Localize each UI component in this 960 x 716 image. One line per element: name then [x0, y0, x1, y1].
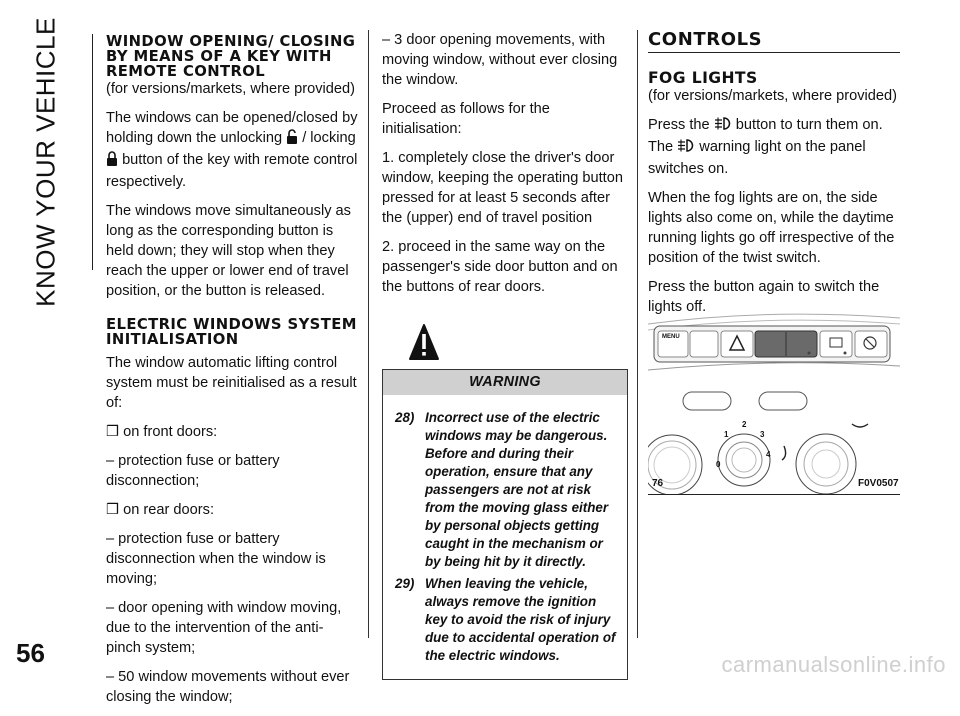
side-title-rule: [92, 34, 93, 270]
heading-fog-lights: FOG LIGHTS: [648, 69, 758, 87]
warning-item: [395, 575, 617, 665]
paragraph-key-remote: [106, 108, 358, 192]
paragraph-key-remote-b: / locking: [302, 130, 356, 146]
paragraph-press-button-a: Press the: [648, 117, 710, 133]
dash-front-fuse: – protection fuse or battery disconnection;: [106, 453, 280, 489]
side-title-text: KNOW YOUR VEHICLE: [30, 17, 61, 307]
paragraph-side-lights: When the fog lights are on, the side lights also come on, while the daytime running lights go off irrespective of the position of the twist switch.: [648, 190, 895, 266]
step-2: 2. proceed in the same way on the passenger's side door button and on the buttons of rear doors.: [382, 239, 618, 295]
menu-button-label: MENU: [662, 334, 680, 340]
page-number: 56: [16, 638, 45, 668]
column-1: [106, 30, 358, 716]
dial-number: 1: [724, 430, 729, 439]
paragraph-reinitialise: The window automatic lifting control system must be reinitialised as a result of:: [106, 355, 357, 411]
fog-light-icon: [714, 116, 732, 137]
warning-triangle-icon: [408, 323, 440, 361]
dial-number: 4: [766, 450, 771, 459]
lock-icon: [106, 151, 118, 172]
dial-number: 2: [742, 420, 747, 429]
step-1: 1. completely close the driver's door window, keeping the operating button pressed for at least 5 seconds after the (upper) end of travel position: [382, 150, 623, 226]
paragraph-switch-off: Press the button again to switch the lights off.: [648, 279, 880, 315]
paragraph-simultaneous: The windows move simultaneously as long as the corresponding button is held down; they will stop when they reach the upper or lower end of travel position, or the button is released.: [106, 203, 351, 299]
dash-3-openings: – 3 door opening movements, with moving window, without ever closing the window.: [382, 32, 618, 88]
heading-window-opening: WINDOW OPENING/ CLOSING BY MEANS OF A KEY WITH REMOTE CONTROL: [106, 33, 356, 80]
paragraph-press-button: [648, 115, 900, 179]
dash-50-movements: – 50 window movements without ever closing the window;: [106, 669, 350, 705]
paragraph-key-remote-a: The windows can be opened/closed by holding down the unlocking: [106, 110, 358, 146]
dash-rear-fuse: – protection fuse or battery disconnection when the window is moving;: [106, 531, 326, 587]
paragraph-press-button-b: button to turn them on. The: [648, 117, 883, 155]
bullet-front-doors: ❒ on front doors:: [106, 424, 218, 440]
unlock-icon: [286, 129, 298, 150]
warning-item-number: 29): [395, 576, 415, 591]
warning-box: [382, 369, 628, 680]
warning-item-number: 28): [395, 410, 415, 425]
column-divider-2: [637, 30, 638, 638]
heading-initialisation: ELECTRIC WINDOWS SYSTEM INITIALISATION: [106, 316, 357, 348]
watermark: carmanualsonline.info: [721, 652, 946, 677]
column-3: [648, 30, 900, 326]
availability-note: (for versions/markets, where provided): [106, 81, 355, 97]
figure-dashboard-panel: [648, 300, 900, 495]
column-divider-1: [368, 30, 369, 638]
paragraph-key-remote-c: button of the key with remote control respectively.: [106, 152, 358, 190]
bullet-rear-doors: ❒ on rear doors:: [106, 502, 214, 518]
section-side-title: [16, 17, 76, 307]
dial-number: 0: [716, 460, 721, 469]
dial-number: 3: [760, 430, 765, 439]
column-2: [382, 30, 628, 680]
figure-number: 76: [652, 478, 664, 489]
warning-body: [383, 395, 627, 679]
heading-controls: CONTROLS: [648, 30, 900, 53]
warning-item: [395, 409, 617, 571]
warning-title: WARNING: [383, 370, 627, 395]
warning-item-text: When leaving the vehicle, always remove the ignition key to avoid the risk of injury due to accidental operation of the electric windows.: [425, 576, 616, 663]
fog-light-warning-icon: [677, 138, 695, 159]
paragraph-press-button-c: warning light on the panel switches on.: [648, 139, 866, 177]
figure-code: F0V0507: [858, 478, 899, 489]
availability-note: (for versions/markets, where provided): [648, 88, 897, 104]
dash-anti-pinch: – door opening with window moving, due to the intervention of the anti-pinch system;: [106, 600, 342, 656]
paragraph-proceed: Proceed as follows for the initialisation:: [382, 101, 550, 137]
warning-item-text: Incorrect use of the electric windows may be dangerous. Before and during their operation, ensure that any passengers are not at risk from the moving glass either by personal objects getting caught in the mechanism or by being hit by it directly.: [425, 410, 609, 569]
